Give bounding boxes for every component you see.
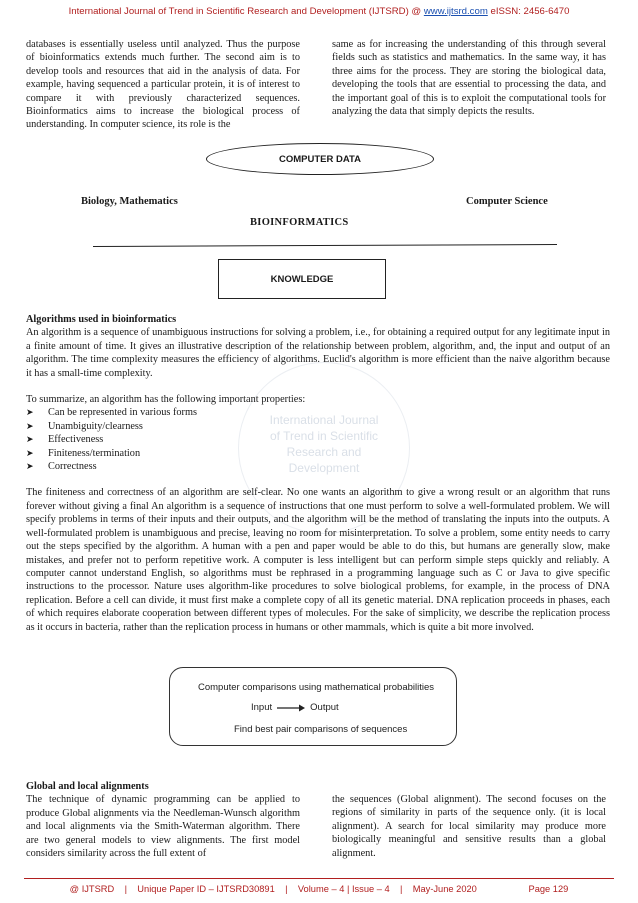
- alignments-right-column: [332, 793, 606, 860]
- computer-science-label: Computer Science: [466, 196, 548, 207]
- algorithms-discussion: The finiteness and correctness of an algorithm are self-clear. No one wants an algorithm to give a wrong result or an algorithm that runs forever without giving a final An algorithm is a sequence of instructions that one must perform to solve a well-formulated problem. We will specify problems in terms of their inputs and their outputs, and the algorithm will be the method of translating the inputs into the outputs. A well-formulated problem is unambiguous and precise, leaving no room for misinterpretation. To solve a problem, some entity needs to carry out the steps specified by the algorithm. A human with a pen and paper would be able to do this, but humans are generally slow, make mistakes, and prefer not to perform repetitive work. A computer is less intelligent but can perform simple steps quickly and reliably. A computer cannot understand English, so algorithms must be rephrased in a programming language such as C or Java to give specific instructions to the processor. Nature uses algorithm-like procedures to solve biological problems, for example, in the process of DNA replication. Before a cell can divide, it must first make a complete copy of all its genetic material. DNA replication proceeds in phases, each of which requires elaborate cooperation between different types of molecules. For the sake of simplicity, we describe the replication process as it occurs in bacteria, rather than the replication process in humans or other mammals, which is quite a bit more involved.: [26, 487, 610, 633]
- intro-right-column: [332, 38, 606, 118]
- footer-rule: [24, 878, 614, 879]
- intro-right-text: same as for increasing the understanding of this through several fields such as statistics and mathematics. In the same way, it has three aims for the process. They are storing the biological data, developing the tools that are essential to processing the data, and the important goal of this is to exploit the computational tools for analyzing the data that simply depicts the results.: [332, 39, 606, 118]
- knowledge-box: KNOWLEDGE: [218, 259, 386, 299]
- intro-left-column: [26, 38, 300, 132]
- arrow-bullet-icon: ➤: [26, 447, 34, 458]
- computer-data-oval: COMPUTER DATA: [206, 143, 434, 175]
- output-label: Output: [310, 702, 339, 713]
- algorithms-summary: To summarize, an algorithm has the following important properties:: [26, 394, 306, 406]
- alignments-heading: Global and local alignments: [26, 781, 149, 792]
- arrow-bullet-icon: ➤: [26, 420, 34, 431]
- list-item: ➤ Finiteness/termination: [26, 447, 141, 459]
- intro-left-text: databases is essentially useless until analyzed. Thus the purpose of bioinformatics extends much further. The second aim is to develop tools and resources that aid in the analysis of data. For example, having sequenced a particular protein, it is of interest to compare it with previously characterized sequences. Bioinformatics aims to increase the biological process of understanding. In computer science, its role is the: [26, 39, 300, 131]
- input-label: Input: [251, 702, 273, 713]
- diagram-divider-line: [93, 244, 557, 247]
- journal-header: [0, 6, 638, 17]
- algorithms-definition: An algorithm is a sequence of unambiguous instructions for solving a problem, i.e., for obtaining a required output for any legitimate input in a finite amount of time. It gives an illustrative description of the relationship between problem, algorithm, and, the input and output of an algorithm. The time complexity measures the efficiency of algorithms. Euclid's algorithm is more efficient than the naive algorithm because it has a small-time complexity.: [26, 327, 610, 379]
- page-footer: @ IJTSRD | Unique Paper ID – IJTSRD30891 | Volume – 4 | Issue – 4 | May-June 2020 Page 129: [69, 884, 569, 894]
- algorithms-heading: Algorithms used in bioinformatics: [26, 314, 177, 325]
- alignments-right-text: the sequences (Global alignment). The second focuses on the regions of similarity in parts of the sequence only. (it is local alignment). A search for local similarity may produce more biologically meaningful and sensitive results than a global alignment.: [332, 794, 606, 859]
- list-item: ➤ Effectiveness: [26, 434, 104, 446]
- arrow-bullet-icon: ➤: [26, 407, 34, 418]
- comparison-diagram-box: [169, 667, 457, 746]
- list-item: ➤ Correctness: [26, 461, 97, 473]
- best-pair-caption: Find best pair comparisons of sequences: [234, 724, 408, 735]
- algorithms-section: [26, 313, 610, 634]
- biology-mathematics-label: Biology, Mathematics: [81, 196, 178, 207]
- bioinformatics-label: BIOINFORMATICS: [250, 217, 349, 228]
- arrow-bullet-icon: ➤: [26, 434, 34, 445]
- watermark-line-4: Development: [288, 461, 360, 475]
- list-item: ➤ Unambiguity/clearness: [26, 420, 143, 432]
- journal-url-link[interactable]: www.ijtsrd.com: [423, 6, 488, 17]
- alignments-left-text: The technique of dynamic programming can be applied to produce Global alignments via the Needleman-Wunsch algorithm and local alignments via the Smith-Waterman algorithm. There are two general models to view alignments. The first model considers similarity across the full extent of: [26, 794, 300, 860]
- arrow-bullet-icon: ➤: [26, 461, 34, 472]
- watermark-line-3: Research and: [286, 445, 362, 459]
- watermark-line-2: of Trend in Scientific: [269, 429, 379, 443]
- journal-title: International Journal of Trend in Scientific Research and Development (IJTSRD) @: [68, 6, 424, 17]
- comparison-caption: Computer comparisons using mathematical probabilities: [198, 682, 435, 693]
- journal-eissn: eISSN: 2456-6470: [487, 6, 570, 17]
- input-output-flow: [251, 702, 339, 713]
- alignments-left-column: [26, 780, 300, 860]
- list-item: ➤ Can be represented in various forms: [26, 407, 197, 419]
- properties-list: [26, 406, 610, 473]
- arrow-right-icon: [276, 704, 306, 712]
- watermark-line-1: International Journal: [269, 413, 379, 427]
